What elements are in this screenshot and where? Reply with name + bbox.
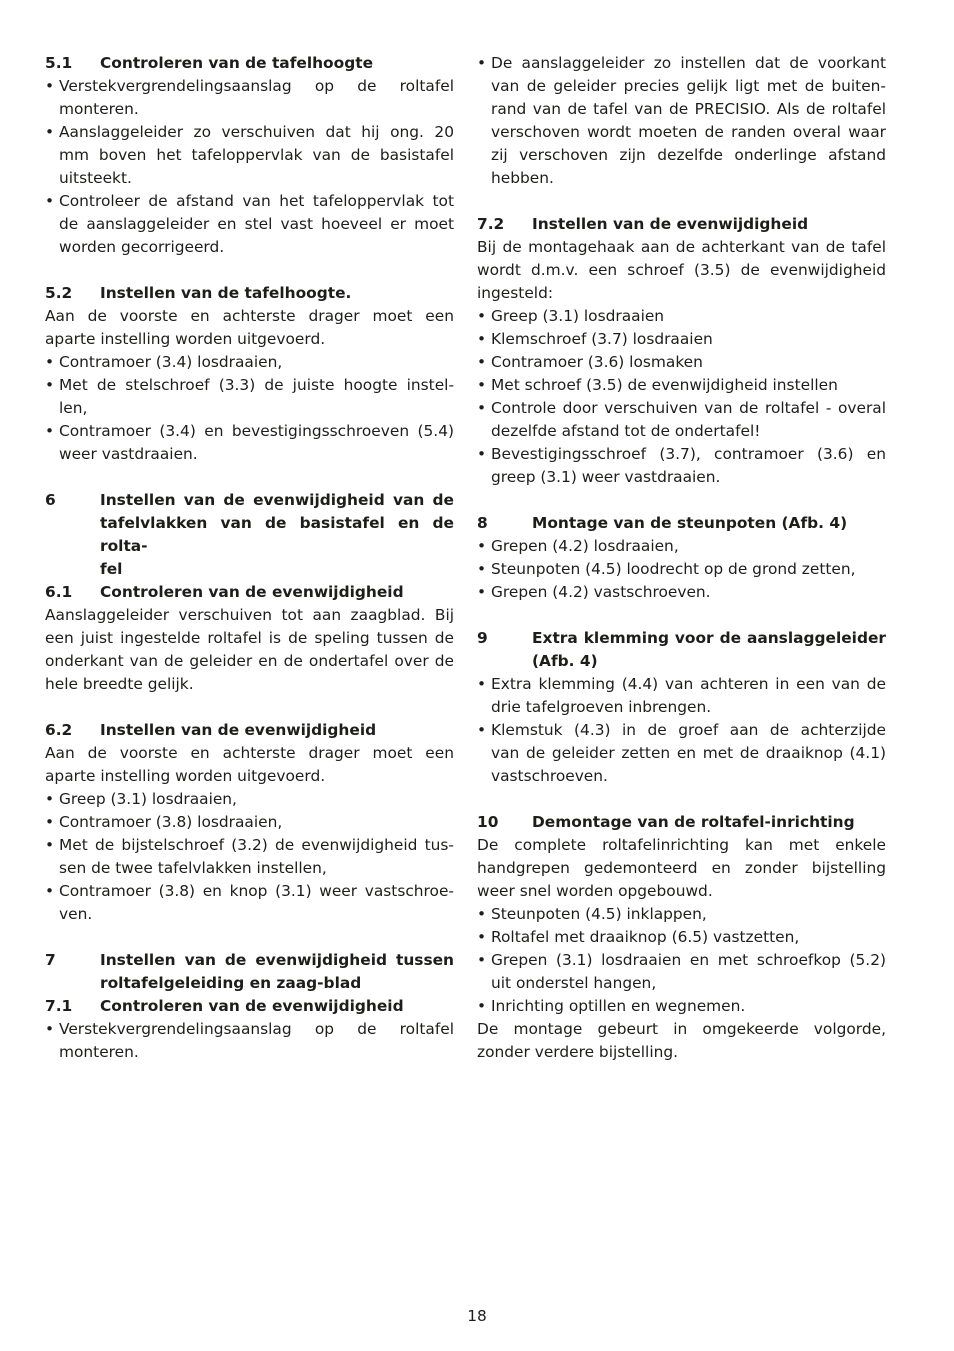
- paragraph-line: De montage gebeurt in omgekeerde volgorde,: [477, 1020, 886, 1038]
- bullet-text: Greep (3.1) losdraaien: [491, 307, 665, 325]
- heading-text: Instellen van de evenwijdigheid: [100, 721, 377, 739]
- section-number: 5.2: [45, 284, 73, 302]
- bullet-item: [45, 834, 454, 880]
- heading-text: Instellen van de evenwijdigheid van de: [100, 491, 454, 509]
- bullet-line: [477, 351, 886, 374]
- paragraph-line: Aanslaggeleider verschuiven tot aan zaagblad. Bij: [45, 606, 454, 624]
- heading-line: [477, 650, 886, 673]
- bullet-continuation: dezelfde afstand tot de ondertafel!: [491, 422, 761, 440]
- bullet-continuation: rand van de tafel van de PRECISIO. Als de roltafel: [491, 100, 886, 118]
- heading-line: [45, 282, 454, 305]
- heading-line: [45, 512, 454, 558]
- bullet-continuation: sen de twee tafelvlakken instellen,: [59, 859, 327, 877]
- heading-indent: [477, 650, 532, 673]
- bullet-item: [477, 443, 886, 489]
- bullet-text: Met schroef (3.5) de evenwijdigheid instellen: [491, 376, 838, 394]
- bullet-icon: •: [45, 1020, 55, 1038]
- section-number: 6.1: [45, 583, 73, 601]
- bullet-text: Controleer de afstand van het tafeloppervlak tot: [59, 192, 454, 210]
- bullet-icon: •: [45, 790, 55, 808]
- heading-text: tafelvlakken van de basistafel en de rolta-: [100, 514, 454, 555]
- section-number: 7.1: [45, 997, 73, 1015]
- spacer: [45, 696, 454, 719]
- bullet-continuation: uitsteekt.: [59, 169, 132, 187]
- bullet-item: [477, 949, 886, 995]
- paragraph-line: Bij de montagehaak aan de achterkant van de tafel: [477, 238, 886, 256]
- bullet-continuation: worden gecorrigeerd.: [59, 238, 225, 256]
- bullet-continuation: greep (3.1) weer vastdraaien.: [491, 468, 721, 486]
- bullet-line: [45, 351, 454, 374]
- bullet-icon: •: [477, 928, 487, 946]
- bullet-line: [477, 443, 886, 466]
- bullet-icon: •: [477, 54, 487, 72]
- heading-line: [45, 949, 454, 972]
- bullet-line: [45, 788, 454, 811]
- section-number: 9: [477, 629, 488, 647]
- bullet-line: [45, 834, 454, 857]
- bullet-line: [477, 374, 886, 397]
- heading-text: Controleren van de evenwijdigheid: [100, 997, 404, 1015]
- bullet-item: [477, 673, 886, 719]
- bullet-text: Steunpoten (4.5) inklappen,: [491, 905, 707, 923]
- bullet-text: Grepen (3.1) losdraaien en met schroefkop (5.2): [491, 951, 886, 969]
- bullet-line: [477, 581, 886, 604]
- bullet-line: [45, 1018, 454, 1041]
- bullet-text: Contramoer (3.8) losdraaien,: [59, 813, 283, 831]
- paragraph-line: Aan de voorste en achterste drager moet een: [45, 744, 454, 762]
- bullet-text: Met de stelschroef (3.3) de juiste hoogte instel-: [59, 376, 454, 394]
- bullet-text: Grepen (4.2) losdraaien,: [491, 537, 679, 555]
- bullet-text: Extra klemming (4.4) van achteren in een van de: [491, 675, 886, 693]
- section-heading: [477, 512, 886, 535]
- spacer: [477, 604, 886, 627]
- bullet-text: Contramoer (3.8) en knop (3.1) weer vastschroe-: [59, 882, 454, 900]
- bullet-line: [477, 535, 886, 558]
- paragraph-line: wordt d.m.v. een schroef (3.5) de evenwijdigheid: [477, 261, 886, 279]
- bullet-line: [45, 811, 454, 834]
- bullet-text: De aanslaggeleider zo instellen dat de voorkant: [491, 54, 886, 72]
- section-heading: [45, 719, 454, 742]
- bullet-item: [477, 535, 886, 558]
- bullet-item: [477, 374, 886, 397]
- bullet-text: Contramoer (3.4) losdraaien,: [59, 353, 283, 371]
- bullet-text: Verstekvergrendelingsaanslag op de roltafel: [59, 1020, 454, 1038]
- bullet-line: [45, 75, 454, 98]
- paragraph-line: hele breedte gelijk.: [45, 675, 194, 693]
- paragraph-line: aparte instelling worden uitgevoerd.: [45, 330, 326, 348]
- bullet-item: [477, 926, 886, 949]
- bullet-item: [477, 397, 886, 443]
- spacer: [45, 926, 454, 949]
- paragraph-line: onderkant van de geleider en de ondertafel over de: [45, 652, 454, 670]
- bullet-continuation: zij verschoven zijn dezelfde onderlinge afstand: [491, 146, 886, 164]
- page-number: 18: [467, 1307, 487, 1325]
- heading-text: Controleren van de evenwijdigheid: [100, 583, 404, 601]
- bullet-item: [477, 903, 886, 926]
- paragraph-line: De complete roltafelinrichting kan met enkele: [477, 836, 886, 854]
- bullet-item: [477, 305, 886, 328]
- bullet-line: [477, 926, 886, 949]
- bullet-item: [477, 581, 886, 604]
- bullet-icon: •: [45, 192, 55, 210]
- bullet-continuation: weer vastdraaien.: [59, 445, 198, 463]
- bullet-line: [477, 52, 886, 75]
- heading-text: Demontage van de roltafel-inrichting: [532, 813, 855, 831]
- bullet-continuation: ven.: [59, 905, 93, 923]
- bullet-continuation: verschoven wordt moeten de randen overal waar: [491, 123, 886, 141]
- bullet-item: [45, 788, 454, 811]
- bullet-continuation: monteren.: [59, 100, 139, 118]
- bullet-text: Met de bijstelschroef (3.2) de evenwijdigheid tus-: [59, 836, 454, 854]
- bullet-icon: •: [477, 445, 487, 463]
- spacer: [45, 466, 454, 489]
- bullet-line: [477, 397, 886, 420]
- paragraph: [477, 236, 886, 305]
- bullet-icon: •: [477, 951, 487, 969]
- heading-line: [45, 52, 454, 75]
- bullet-item: [45, 811, 454, 834]
- section-heading: [477, 811, 886, 834]
- bullet-icon: •: [477, 307, 487, 325]
- heading-line: [45, 489, 454, 512]
- paragraph-line: aparte instelling worden uitgevoerd.: [45, 767, 326, 785]
- heading-line: [477, 811, 886, 834]
- spacer: [477, 190, 886, 213]
- bullet-item: [477, 351, 886, 374]
- bullet-text: Contramoer (3.6) losmaken: [491, 353, 703, 371]
- section-heading: [477, 627, 886, 673]
- heading-text: Instellen van de evenwijdigheid: [532, 215, 809, 233]
- spacer: [477, 489, 886, 512]
- bullet-line: [45, 374, 454, 397]
- bullet-line: [45, 880, 454, 903]
- bullet-item: [45, 1018, 454, 1064]
- bullet-text: Klemstuk (4.3) in de groef aan de achterzijde: [491, 721, 886, 739]
- heading-indent: [45, 512, 100, 558]
- bullet-text: Inrichting optillen en wegnemen.: [491, 997, 746, 1015]
- bullet-icon: •: [477, 905, 487, 923]
- bullet-continuation: monteren.: [59, 1043, 139, 1061]
- heading-text: Controleren van de tafelhoogte: [100, 54, 374, 72]
- paragraph-line: handgrepen gedemonteerd en zonder bijstelling: [477, 859, 886, 877]
- spacer: [45, 259, 454, 282]
- bullet-icon: •: [45, 123, 55, 141]
- bullet-line: [45, 190, 454, 213]
- bullet-icon: •: [477, 330, 487, 348]
- section-number: 8: [477, 514, 488, 532]
- bullet-text: Controle door verschuiven van de roltafel - overal: [491, 399, 886, 417]
- bullet-icon: •: [45, 882, 55, 900]
- section-heading: [45, 581, 454, 604]
- bullet-icon: •: [477, 675, 487, 693]
- bullet-line: [45, 121, 454, 144]
- heading-line: [477, 512, 886, 535]
- heading-line: [477, 627, 886, 650]
- bullet-continuation: uit onderstel hangen,: [491, 974, 657, 992]
- bullet-continuation: van de geleider precies gelijk ligt met de buiten-: [491, 77, 886, 95]
- bullet-item: [45, 420, 454, 466]
- bullet-icon: •: [45, 813, 55, 831]
- bullet-item: [45, 351, 454, 374]
- paragraph-line: ingesteld:: [477, 284, 554, 302]
- paragraph: [477, 1018, 886, 1064]
- bullet-icon: •: [477, 399, 487, 417]
- heading-text: Extra klemming voor de aanslaggeleider: [532, 629, 886, 647]
- heading-line: [45, 972, 454, 995]
- bullet-line: [477, 949, 886, 972]
- section-number: 10: [477, 813, 499, 831]
- bullet-line: [477, 719, 886, 742]
- bullet-continuation: mm boven het tafeloppervlak van de basistafel: [59, 146, 454, 164]
- bullet-text: Verstekvergrendelingsaanslag op de roltafel: [59, 77, 454, 95]
- bullet-text: Aanslaggeleider zo verschuiven dat hij ong. 20: [59, 123, 454, 141]
- bullet-item: [45, 121, 454, 190]
- section-number: 7.2: [477, 215, 505, 233]
- heading-line: [477, 213, 886, 236]
- spacer: [477, 788, 886, 811]
- bullet-icon: •: [45, 353, 55, 371]
- bullet-item: [477, 328, 886, 351]
- paragraph-line: Aan de voorste en achterste drager moet een: [45, 307, 454, 325]
- heading-line: [45, 581, 454, 604]
- section-heading: [45, 282, 454, 305]
- bullet-text: Greep (3.1) losdraaien,: [59, 790, 237, 808]
- bullet-icon: •: [45, 77, 55, 95]
- heading-line: [45, 719, 454, 742]
- bullet-icon: •: [45, 836, 55, 854]
- paragraph: [45, 742, 454, 788]
- bullet-icon: •: [477, 537, 487, 555]
- section-number: 5.1: [45, 54, 73, 72]
- bullet-icon: •: [45, 422, 55, 440]
- bullet-icon: •: [477, 353, 487, 371]
- bullet-line: [477, 995, 886, 1018]
- heading-line: [45, 558, 454, 581]
- paragraph-line: een juist ingestelde roltafel is de speling tussen de: [45, 629, 454, 647]
- bullet-line: [477, 328, 886, 351]
- bullet-icon: •: [477, 583, 487, 601]
- bullet-item: [45, 190, 454, 259]
- paragraph-line: weer snel worden opgebouwd.: [477, 882, 713, 900]
- bullet-icon: •: [477, 997, 487, 1015]
- bullet-item: [477, 719, 886, 788]
- bullet-continuation: vastschroeven.: [491, 767, 608, 785]
- section-number: 7: [45, 951, 56, 969]
- bullet-line: [45, 420, 454, 443]
- paragraph-line: zonder verdere bijstelling.: [477, 1043, 679, 1061]
- bullet-text: Bevestigingsschroef (3.7), contramoer (3.6) en: [491, 445, 886, 463]
- bullet-item: [477, 995, 886, 1018]
- paragraph: [45, 305, 454, 351]
- section-heading: [45, 949, 454, 995]
- bullet-text: Roltafel met draaiknop (6.5) vastzetten,: [491, 928, 800, 946]
- heading-indent: [45, 972, 100, 995]
- heading-text: (Afb. 4): [532, 652, 598, 670]
- bullet-item: [45, 75, 454, 121]
- bullet-continuation: de aanslaggeleider en stel vast hoeveel er moet: [59, 215, 454, 233]
- left-column: [45, 52, 454, 1064]
- bullet-text: Grepen (4.2) vastschroeven.: [491, 583, 711, 601]
- bullet-item: [45, 880, 454, 926]
- heading-text: Instellen van de tafelhoogte.: [100, 284, 352, 302]
- bullet-icon: •: [477, 721, 487, 739]
- section-heading: [45, 489, 454, 581]
- heading-indent: [45, 558, 100, 581]
- bullet-text: Klemschroef (3.7) losdraaien: [491, 330, 713, 348]
- heading-text: Instellen van de evenwijdigheid tussen: [100, 951, 454, 969]
- bullet-icon: •: [477, 376, 487, 394]
- section-heading: [45, 52, 454, 75]
- bullet-line: [477, 305, 886, 328]
- bullet-text: Steunpoten (4.5) loodrecht op de grond zetten,: [491, 560, 856, 578]
- bullet-line: [477, 673, 886, 696]
- bullet-item: [45, 374, 454, 420]
- section-number: 6: [45, 491, 56, 509]
- bullet-text: Contramoer (3.4) en bevestigingsschroeven (5.4): [59, 422, 454, 440]
- bullet-continuation: van de geleider zetten en met de draaiknop (4.1): [491, 744, 886, 762]
- heading-text: Montage van de steunpoten (Afb. 4): [532, 514, 848, 532]
- heading-text: roltafelgeleiding en zaag-blad: [100, 974, 362, 992]
- bullet-item: [477, 52, 886, 190]
- section-number: 6.2: [45, 721, 73, 739]
- bullet-line: [477, 903, 886, 926]
- bullet-item: [477, 558, 886, 581]
- heading-line: [45, 995, 454, 1018]
- paragraph: [45, 604, 454, 696]
- section-heading: [45, 995, 454, 1018]
- bullet-continuation: len,: [59, 399, 88, 417]
- bullet-continuation: drie tafelgroeven inbrengen.: [491, 698, 712, 716]
- bullet-line: [477, 558, 886, 581]
- section-heading: [477, 213, 886, 236]
- heading-text: fel: [100, 560, 123, 578]
- right-column: [477, 52, 886, 1064]
- bullet-continuation: hebben.: [491, 169, 554, 187]
- bullet-icon: •: [45, 376, 55, 394]
- paragraph: [477, 834, 886, 903]
- bullet-icon: •: [477, 560, 487, 578]
